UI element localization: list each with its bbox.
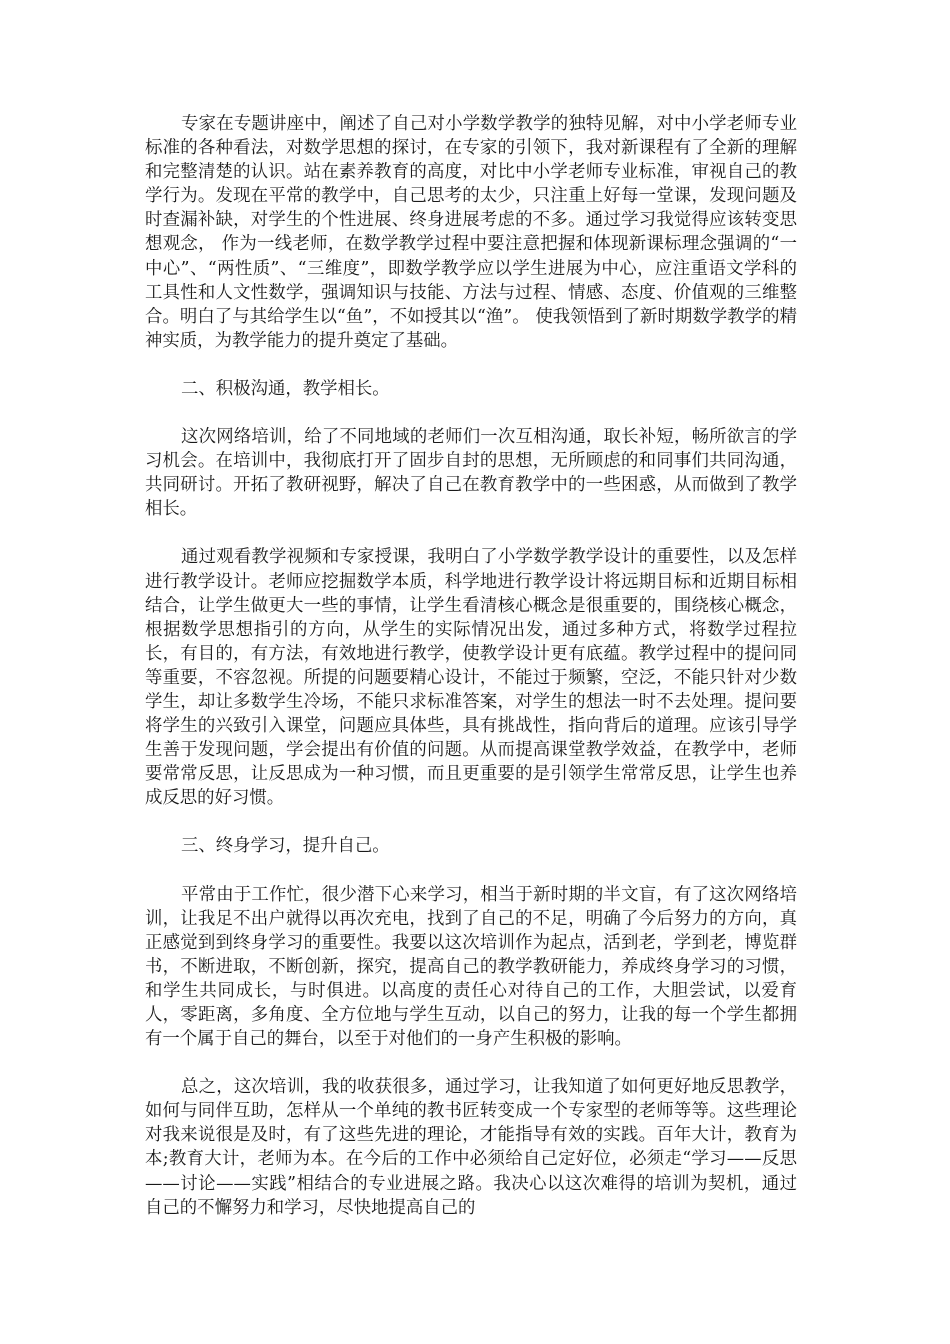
paragraph-expert-lecture: 专家在专题讲座中，阐述了自己对小学数学教学的独特见解，对中小学老师专业标准的各种看法，对数学思想的探讨，在专家的引领下，我对新课程有了全新的理解和完整清楚的认识。站在素养教育的高度，对比中小学老师专业标准，审视自己的教学行为。发现在平常的教学中，自己思考的太少，只注重上好每一堂课，发现问题及时查漏补缺，对学生的个性进展、终身进展考虑的不多。通过学习我觉得应该转变思想观念， 作为一线老师，在数学教学过程中要注意把握和体现新课标理念强调的“一中心”、“两性质”、“三维度”，即数学教学应以学生进展为中心，应注重语文学科的工具性和人文性数学，强调知识与技能、方法与过程、情感、态度、价值观的三维整合。明白了与其给学生以“鱼”，不如授其以“渔”。 使我领悟到了新时期数学教学的精神实质，为教学能力的提升奠定了基础。 [145, 114, 797, 351]
paragraph-network-training: 这次网络培训，给了不同地域的老师们一次互相沟通，取长补短，畅所欲言的学习机会。在培训中，我彻底打开了固步自封的思想，无所顾虑的和同事们共同沟通，共同研讨。开拓了教研视野，解决了自己在教育教学中的一些困惑，从而做到了教学相长。 [145, 427, 797, 520]
paragraph-lifelong-learning: 平常由于工作忙，很少潜下心来学习，相当于新时期的半文盲，有了这次网络培训，让我足不出户就得以再次充电，找到了自己的不足，明确了今后努力的方向，真正感觉到到终身学习的重要性。我要以这次培训作为起点，活到老，学到老，博览群书，不断进取，不断创新，探究，提高自己的教学教研能力，养成终身学习的习惯，和学生共同成长，与时俱进。以高度的责任心对待自己的工作，大胆尝试，以爱育人，零距离，多角度、全方位地与学生互动，以自己的努力，让我的每一个学生都拥有一个属于自己的舞台，以至于对他们的一身产生积极的影响。 [145, 884, 797, 1050]
paragraph-conclusion: 总之，这次培训，我的收获很多，通过学习，让我知道了如何更好地反思教学，如何与同伴互助，怎样从一个单纯的教书匠转变成一个专家型的老师等等。这些理论对我来说很是及时，有了这些先进的理论，才能指导有效的实践。百年大计，教育为本;教育大计，老师为本。在今后的工作中必须给自己定好位，必须走“学习——反思——讨论——实践”相结合的专业进展之路。我决心以这次难得的培训为契机，通过自己的不懈努力和学习，尽快地提高自己的 [145, 1077, 797, 1218]
section-heading-lifelong-learning: 三、终身学习，提升自己。 [181, 836, 390, 857]
paragraph-teaching-design: 通过观看教学视频和专家授课，我明白了小学数学教学设计的重要性，以及怎样进行教学设计。老师应挖掘数学本质，科学地进行教学设计将远期目标和近期目标相结合，让学生做更大一些的事情，让学生看清核心概念是很重要的，围绕核心概念，根据数学思想指引的方向，从学生的实际情况出发，通过多种方式，将数学过程拉长，有目的，有方法，有效地进行教学，使教学设计更有底蕴。教学过程中的提问同等重要，不容忽视。所提的问题要精心设计，不能过于频繁，空泛，不能只针对少数学生，却让多数学生冷场，不能只求标准答案，对学生的想法一时不去处理。提问要将学生的兴致引入课堂，问题应具体些，具有挑战性，指向背后的道理。应该引导学生善于发现问题，学会提出有价值的问题。从而提高课堂教学效益，在教学中，老师要常常反思，让反思成为一种习惯，而且更重要的是引领学生常常反思，让学生也养成反思的好习惯。 [145, 547, 797, 809]
document-body [145, 112, 797, 1220]
section-heading-communication: 二、积极沟通，教学相长。 [181, 378, 390, 399]
